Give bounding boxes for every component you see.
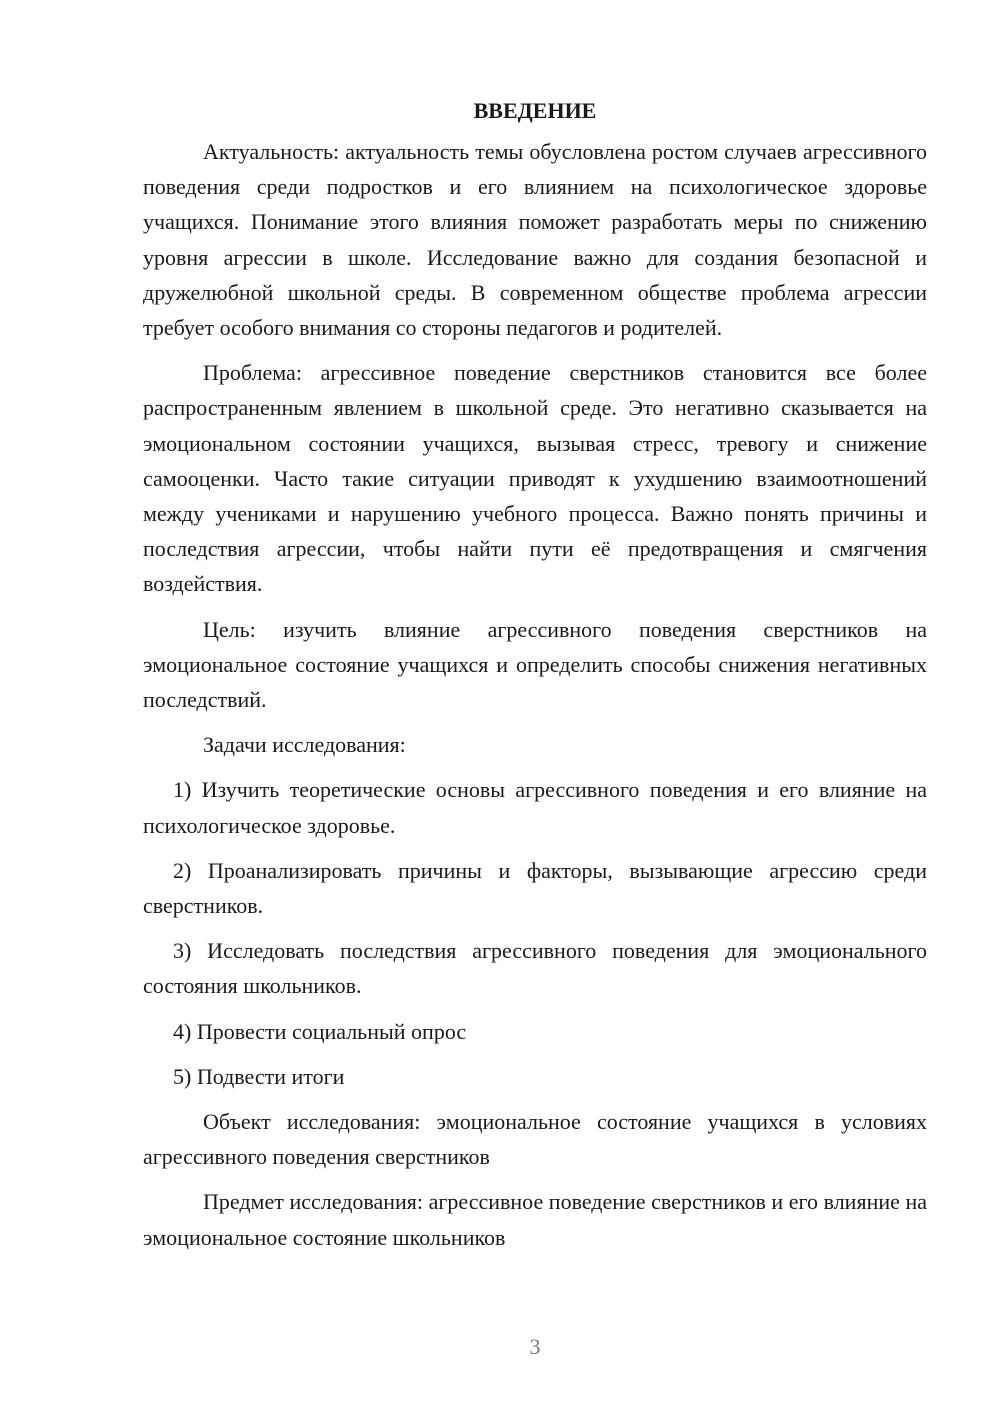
task-item-4: 4) Провести социальный опрос [173,1018,467,1044]
task-item-1: 1) Изучить теоретические основы агрессивного поведения и его влияние на психологическое здоровье. [143,777,927,838]
task-item-3: 3) Исследовать последствия агрессивного поведения для эмоционального состояния школьников. [143,938,927,999]
goal-paragraph: Цель: изучить влияние агрессивного поведения сверстников на эмоциональное состояние учащихся и определить способы снижения негативных последствий. [143,616,927,713]
page-title: ВВЕДЕНИЕ [473,98,597,123]
problem-paragraph: Проблема: агрессивное поведение сверстников становится все более распространенным явлением в школьной среде. Это негативно сказывается на эмоциональном состоянии учащихся, вызывая стресс, тревогу и снижение самооценки. Часто такие ситуации приводят к ухудшению взаимоотношений между учениками и нарушению учебного процесса. Важно понять причины и последствия агрессии, чтобы найти пути её предотвращения и смягчения воздействия. [143,360,927,597]
relevance-paragraph: Актуальность: актуальность темы обусловлена ростом случаев агрессивного поведения среди подростков и его влиянием на психологическое здоровье учащихся. Понимание этого влияния поможет разработать меры по снижению уровня агрессии в школе. Исследование важно для создания безопасной и дружелюбной школьной среды. В современном обществе проблема агрессии требует особого внимания со стороны педагогов и родителей. [143,139,927,341]
subject-paragraph: Предмет исследования: агрессивное поведение сверстников и его влияние на эмоциональное состояние школьников [143,1189,927,1250]
page-content [143,94,927,1265]
object-paragraph: Объект исследования: эмоциональное состояние учащихся в условиях агрессивного поведения сверстников [143,1109,927,1170]
task-item-5: 5) Подвести итоги [173,1063,345,1089]
page-number: 3 [529,1334,541,1359]
tasks-heading: Задачи исследования: [203,732,406,758]
task-item-2: 2) Проанализировать причины и факторы, вызывающие агрессию среди сверстников. [143,857,927,919]
